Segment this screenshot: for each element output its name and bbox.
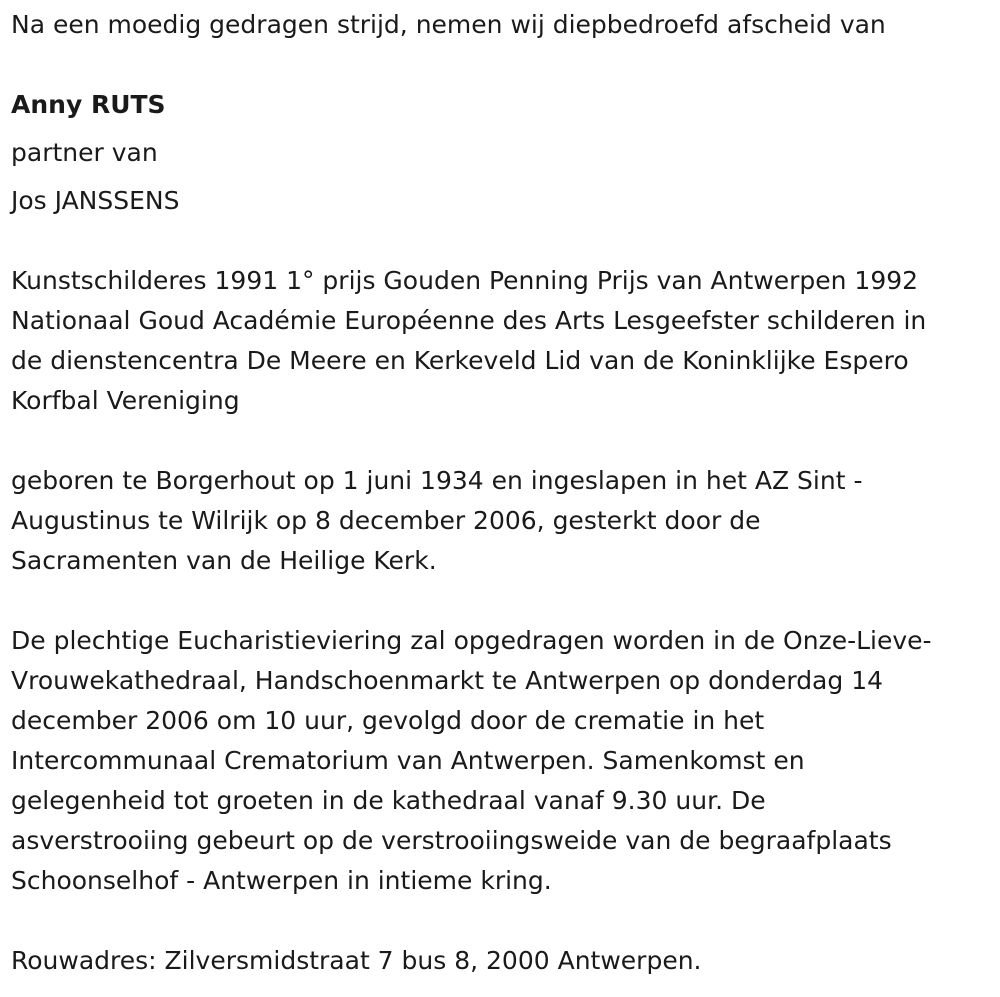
service-line: asverstrooiing gebeurt op de verstrooiingsweide van de begraafplaats bbox=[11, 826, 892, 855]
partner-name: Jos JANSSENS bbox=[11, 186, 180, 215]
career-line: Kunstschilderes 1991 1° prijs Gouden Penning Prijs van Antwerpen 1992 bbox=[11, 266, 919, 295]
relation-label: partner van bbox=[11, 138, 158, 167]
career-line: Korfbal Vereniging bbox=[11, 386, 240, 415]
service-line: De plechtige Eucharistieviering zal opgedragen worden in de Onze-Lieve- bbox=[11, 626, 932, 655]
career-paragraph bbox=[11, 261, 926, 421]
birth-death-line: geboren te Borgerhout op 1 juni 1934 en ingeslapen in het AZ Sint - bbox=[11, 466, 863, 495]
career-line: Nationaal Goud Académie Européenne des Arts Lesgeefster schilderen in bbox=[11, 306, 927, 335]
service-line: gelegenheid tot groeten in de kathedraal vanaf 9.30 uur. De bbox=[11, 786, 766, 815]
address-line: Rouwadres: Zilversmidstraat 7 bus 8, 2000 Antwerpen. bbox=[11, 946, 702, 975]
birth-death-line: Sacramenten van de Heilige Kerk. bbox=[11, 546, 437, 575]
birth-death-paragraph bbox=[11, 461, 862, 581]
deceased-name: Anny RUTS bbox=[11, 90, 166, 119]
mourning-address bbox=[11, 941, 702, 981]
service-line: Vrouwekathedraal, Handschoenmarkt te Antwerpen op donderdag 14 bbox=[11, 666, 884, 695]
intro-text: Na een moedig gedragen strijd, nemen wij diepbedroefd afscheid van bbox=[11, 10, 886, 39]
service-line: Intercommunaal Crematorium van Antwerpen. Samenkomst en bbox=[11, 746, 805, 775]
birth-death-line: Augustinus te Wilrijk op 8 december 2006, gesterkt door de bbox=[11, 506, 761, 535]
service-paragraph bbox=[11, 621, 932, 901]
service-line: Schoonselhof - Antwerpen in intieme kring. bbox=[11, 866, 552, 895]
career-line: de dienstencentra De Meere en Kerkeveld Lid van de Koninklijke Espero bbox=[11, 346, 909, 375]
service-line: december 2006 om 10 uur, gevolgd door de crematie in het bbox=[11, 706, 765, 735]
